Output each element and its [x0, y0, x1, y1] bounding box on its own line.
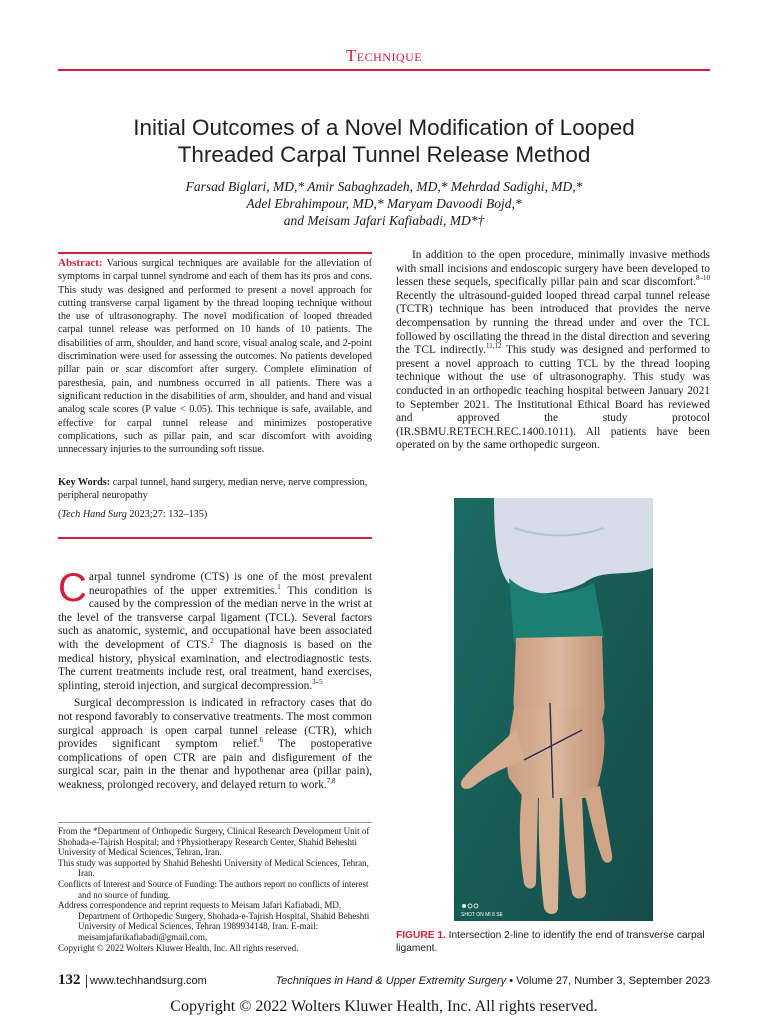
journal-website[interactable]: www.techhandsurg.com: [90, 975, 207, 987]
text-run: This condition is caused by the compression of the median nerve in the wrist at the level of the transverse carpal ligament (TCL). Several factors such as anatomic, systemic, and occupational have been associated with the development of CTS.: [58, 584, 372, 651]
intro-paragraph-2: [58, 697, 372, 792]
citation-ref: 1: [277, 582, 281, 591]
citation-journal: Tech Hand Surg: [61, 509, 127, 520]
citation-ref: 2: [210, 637, 214, 646]
abstract-rule: [58, 252, 372, 254]
citation-rest: 2023;27: 132–135): [129, 509, 208, 520]
footnote-address: Address correspondence and reprint requests to Meisam Jafari Kafiabadi, MD, Department of Orthopedic Surgery, Shohada-e-Tajrish Hospital, Shahid Beheshti University of Medical Sciences, Tehran 1989934148, Iran. E-mail: meisamjafarikafiabadi@gmail.com.: [58, 900, 370, 942]
citation-ref: 3–5: [312, 677, 323, 686]
keywords: [58, 476, 372, 503]
keywords-text: carpal tunnel, hand surgery, median nerve, nerve compression, peripheral neuropathy: [58, 477, 368, 502]
text-run: Surgical decompression is indicated in refractory cases that do not respond favorably to conservative treatments. The most common surgical approach is open carpal tunnel release (CTR), which provides significant symptom relief.: [58, 697, 372, 751]
author-list: [60, 178, 708, 229]
footer-divider: [86, 975, 87, 988]
body-left-column: [58, 566, 372, 797]
authors-line-1: Farsad Biglari, MD,* Amir Sabaghzadeh, MD,* Mehrdad Sadighi, MD,*: [185, 179, 583, 194]
text-run: In addition to the open procedure, minimally invasive methods with small incisions and endoscopic surgery have been developed to lessen these sequels, specifically pillar pain and scar discomfort.: [396, 249, 710, 289]
footnote-rule: [58, 822, 372, 823]
abstract-text: Various surgical techniques are available for the alleviation of symptoms in carpal tunnel syndrome and each of them has its pros and cons. This study was designed and performed to present a novel approach for cutting transverse carpal ligament by the thread looping technique without the use of ultrasonography. The novel modification of looped threaded carpal tunnel release was performed on 10 hands of 10 patients. The disabilities of arm, shoulder, and hand score, visual analog scale, and 2-point discrimination were used for assessing the outcomes. No patients developed pillar pain or scar discomfort after surgery. Complete elimination of paresthesia, pain, and numbness occurred in all patients. There was a significant reduction in the disabilities of arm, shoulder, and hand and visual analog scale scores (P value < 0.05). This technique is safe, available, and effective for carpal tunnel release and minimizes postoperative complications, such as pillar pain, and scar discomfort with avoiding unnecessary injuries to the surrounding soft tissue.: [58, 258, 372, 456]
intro-paragraph-1: [58, 566, 372, 693]
drop-cap: C: [58, 566, 87, 610]
right-paragraph-1: [396, 249, 710, 453]
caption-text: Intersection 2-line to identify the end of transverse carpal ligament.: [396, 930, 705, 954]
abstract-label: Abstract:: [58, 257, 103, 269]
figure-caption: [396, 930, 706, 955]
text-run: The diagnosis is based on the medical history, physical examination, and electrodiagnostic tests. The current treatments include rest, oral treatment, hand exercises, splinting, steroid injection, and surgical decompression.: [58, 638, 372, 692]
title-line-1: Initial Outcomes of a Novel Modification of Looped: [133, 115, 635, 140]
figure-1-photo: [454, 498, 653, 921]
page-copyright: Copyright © 2022 Wolters Kluwer Health, Inc. All rights reserved.: [170, 998, 598, 1015]
journal-issue: • Volume 27, Number 3, September 2023: [509, 975, 710, 987]
text-run: arpal tunnel syndrome (CTS) is one of the most prevalent neuropathies of the upper extremities.: [88, 571, 372, 597]
article-title: [60, 114, 708, 168]
page-number: 132: [58, 972, 81, 988]
body-right-column: [396, 249, 710, 453]
citation-ref: 8–10: [696, 274, 710, 283]
footnote-copyright: Copyright © 2022 Wolters Kluwer Health, Inc. All rights reserved.: [58, 942, 299, 953]
section-label: Technique: [345, 46, 423, 65]
keywords-label: Key Words:: [58, 477, 111, 488]
citation-ref: 6: [259, 736, 264, 745]
footnote-support: This study was supported by Shahid Beheshti University of Medical Sciences, Tehran, Iran.: [58, 857, 369, 879]
authors-line-3: and Meisam Jafari Kafiabadi, MD*†: [283, 213, 485, 228]
footnote-affiliation: From the *Department of Orthopedic Surgery, Clinical Research Development Unit of Shohada-e-Tajrish Hospital; and †Physiotherapy Research Center, Shahid Beheshti University of Medical Sciences, Tehran, Iran.: [58, 826, 370, 858]
citation: (Tech Hand Surg 2023;27: 132–135): [58, 509, 208, 520]
caption-label: FIGURE 1.: [396, 930, 446, 941]
abstract-bottom-rule: [58, 537, 372, 539]
footnote-conflicts: Conflicts of Interest and Source of Funding: The authors report no conflicts of interest and no source of funding.: [58, 878, 369, 900]
camera-watermark: SHOT ON MI 8 SE: [461, 912, 503, 918]
journal-footer: [275, 975, 710, 987]
text-run: Recently the ultrasound-guided looped thread carpal tunnel release (TCTR) technique has been introduced that provides the nerve decompensation by running the thread under and over the TCL followed by oscillating the thread in the distal direction and severing the TCL indirectly.: [396, 289, 710, 357]
citation-ref: 11,12: [485, 342, 502, 351]
footnotes: [58, 826, 372, 953]
text-run: This study was designed and performed to present a novel approach to cutting TCL by the thread looping technique without the use of ultrasonography. This study was conducted in an orthopedic teaching hospital between January 2021 to September 2021. The Institutional Ethical Board has reviewed and approved the study protocol (IR.SBMU.RETECH.REC.1400.1011). All patients have been operated on by the same orthopedic surgeon.: [396, 344, 710, 452]
text-run: The postoperative complications of open CTR are pain and disfigurement of the surgical scar, pain in the thenar and hypothenar area (pillar pain), weakness, prolonged recovery, and delayed return to work.: [58, 738, 372, 791]
hand-illustration: [454, 498, 653, 921]
authors-line-2: Adel Ebrahimpour, MD,* Maryam Davoodi Bojd,*: [246, 196, 522, 211]
journal-name: Techniques in Hand & Upper Extremity Surgery: [275, 975, 507, 987]
title-line-2: Threaded Carpal Tunnel Release Method: [177, 142, 591, 167]
citation-ref: 7,8: [326, 777, 336, 786]
abstract: [58, 257, 372, 456]
header-rule: [58, 69, 710, 71]
